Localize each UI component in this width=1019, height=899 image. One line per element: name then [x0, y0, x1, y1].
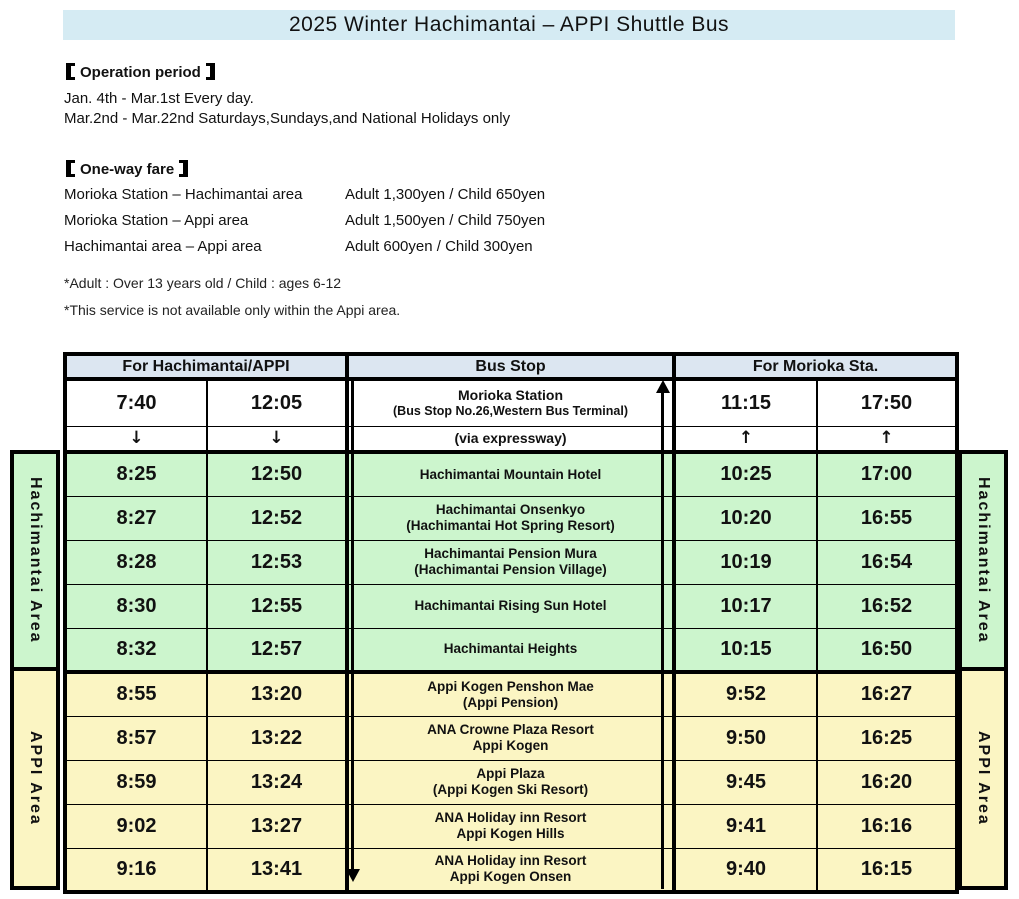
fare-price: Adult 600yen / Child 300yen [345, 238, 533, 255]
arrival-time-cell: 16:50 [817, 628, 957, 672]
departure-time-cell: 12:55 [207, 584, 347, 628]
departure-time-cell: 8:57 [65, 716, 207, 760]
arrival-time-cell: 16:27 [817, 672, 957, 716]
table-row [65, 628, 957, 672]
fare-note-2: *This service is not available only within the Appi area. [64, 302, 401, 318]
arrival-time-cell: 16:25 [817, 716, 957, 760]
stop-name-cell [347, 584, 674, 628]
stop-name-line: (Hachimantai Pension Village) [414, 562, 607, 577]
up-arrow-icon: ↑ [817, 426, 957, 452]
stop-name-line: Appi Kogen Hills [456, 826, 565, 841]
stop-name-line: Hachimantai Pension Mura [424, 546, 597, 561]
stop-name-line: ANA Holiday inn Resort [434, 853, 587, 869]
departure-time-cell: 8:25 [65, 452, 207, 496]
stop-name-line: Appi Kogen Penshon Mae [427, 678, 594, 694]
departure-time-cell: 8:30 [65, 584, 207, 628]
operation-period-line-2: Mar.2nd - Mar.22nd Saturdays,Sundays,and National Holidays only [64, 110, 511, 127]
arrival-time-cell: 10:20 [674, 496, 817, 540]
stop-name-cell [347, 804, 674, 848]
lenticular-bracket-open-icon [66, 63, 75, 80]
arrival-time-cell: 16:20 [817, 760, 957, 804]
stop-name-cell [347, 540, 674, 584]
table-row [65, 452, 957, 496]
arrival-time-cell: 16:52 [817, 584, 957, 628]
stop-name-line: (Appi Kogen Ski Resort) [432, 782, 589, 797]
departure-time-cell: 12:57 [207, 628, 347, 672]
page-title: 2025 Winter Hachimantai – APPI Shuttle Bus [63, 10, 955, 40]
arrival-time-cell: 9:52 [674, 672, 817, 716]
stop-name-line: Hachimantai Mountain Hotel [419, 466, 602, 482]
arrival-time-cell: 10:25 [674, 452, 817, 496]
stop-name-line: Appi Kogen Onsen [449, 869, 572, 885]
stop-name-line: ANA Holiday inn Resort [434, 810, 587, 825]
table-row [65, 804, 957, 848]
origin-departure-time: 7:40 [65, 379, 207, 426]
lenticular-bracket-open-icon [66, 160, 75, 177]
arrival-time-cell: 16:54 [817, 540, 957, 584]
stop-name-cell [347, 672, 674, 716]
down-arrow-icon: ↓ [207, 426, 347, 452]
arrival-time-cell: 9:41 [674, 804, 817, 848]
arrival-time-cell: 16:55 [817, 496, 957, 540]
arrival-time-cell: 17:00 [817, 452, 957, 496]
fare-note-1: *Adult : Over 13 years old / Child : ages 6-12 [64, 275, 342, 291]
table-row [65, 848, 957, 892]
operation-period-heading [66, 63, 215, 81]
origin-stop-detail: (Bus Stop No.26,Western Bus Terminal) [393, 404, 628, 419]
one-way-fare-heading-text: One-way fare [80, 161, 175, 178]
down-arrow-icon: ↓ [65, 426, 207, 452]
departure-time-cell: 9:02 [65, 804, 207, 848]
one-way-fare-heading [66, 160, 188, 178]
stop-name-cell [347, 848, 674, 892]
stop-name-line: Appi Plaza [476, 766, 545, 781]
stop-name-cell [347, 760, 674, 804]
via-expressway-note: (via expressway) [347, 426, 674, 452]
area-strip-hachimantai-left [10, 450, 60, 671]
departure-time-cell: 8:59 [65, 760, 207, 804]
area-strip-hachimantai-right [958, 450, 1008, 671]
area-strip-label: APPI Area [27, 731, 44, 826]
departure-time-cell: 12:52 [207, 496, 347, 540]
departure-time-cell: 12:50 [207, 452, 347, 496]
departure-time-cell: 13:22 [207, 716, 347, 760]
area-strip-appi-left [10, 667, 60, 890]
departure-time-cell: 8:27 [65, 496, 207, 540]
fare-row [64, 238, 533, 255]
arrival-time-cell: 10:19 [674, 540, 817, 584]
arrival-time-cell: 16:15 [817, 848, 957, 892]
stop-name-line: Hachimantai Onsenkyo [435, 502, 586, 517]
table-row [65, 760, 957, 804]
fare-price: Adult 1,300yen / Child 650yen [345, 186, 546, 203]
arrival-time-cell: 9:40 [674, 848, 817, 892]
departure-time-cell: 9:16 [65, 848, 207, 892]
lenticular-bracket-close-icon [206, 63, 215, 80]
stop-name-cell [347, 496, 674, 540]
via-expressway-row [65, 426, 957, 452]
fare-route: Hachimantai area – Appi area [64, 238, 262, 255]
fare-row [64, 212, 545, 229]
departure-time-cell: 13:27 [207, 804, 347, 848]
header-bus-stop: Bus Stop [347, 354, 674, 379]
arrival-time-cell: 16:16 [817, 804, 957, 848]
origin-departure-time: 12:05 [207, 379, 347, 426]
table-row [65, 540, 957, 584]
origin-arrival-time: 17:50 [817, 379, 957, 426]
stop-name-line: Hachimantai Rising Sun Hotel [414, 598, 607, 613]
arrival-time-cell: 10:15 [674, 628, 817, 672]
departure-time-cell: 13:20 [207, 672, 347, 716]
fare-route: Morioka Station – Hachimantai area [64, 186, 303, 203]
timetable [63, 352, 959, 894]
operation-period-line-1: Jan. 4th - Mar.1st Every day. [64, 90, 254, 107]
stop-name-line: Hachimantai Heights [443, 641, 578, 657]
stop-name-line: (Hachimantai Hot Spring Resort) [406, 518, 615, 533]
table-row [65, 584, 957, 628]
lenticular-bracket-close-icon [179, 160, 188, 177]
arrival-time-cell: 9:45 [674, 760, 817, 804]
area-strip-label: Hachimantai Area [975, 477, 992, 644]
area-strip-label: Hachimantai Area [27, 477, 44, 644]
table-row [65, 716, 957, 760]
fare-row [64, 186, 545, 203]
departure-time-cell: 8:32 [65, 628, 207, 672]
header-inbound: For Morioka Sta. [674, 354, 957, 379]
table-row [65, 496, 957, 540]
area-strip-label: APPI Area [975, 731, 992, 826]
departure-time-cell: 8:55 [65, 672, 207, 716]
fare-route: Morioka Station – Appi area [64, 212, 249, 229]
arrival-time-cell: 10:17 [674, 584, 817, 628]
up-arrow-icon: ↑ [674, 426, 817, 452]
stop-name-cell [347, 628, 674, 672]
departure-time-cell: 12:53 [207, 540, 347, 584]
origin-stop-name: Morioka Station [457, 387, 563, 404]
operation-period-heading-text: Operation period [80, 64, 201, 81]
stop-name-line: Appi Kogen [472, 738, 549, 753]
departure-time-cell: 8:28 [65, 540, 207, 584]
origin-row [65, 379, 957, 426]
arrival-time-cell: 9:50 [674, 716, 817, 760]
stop-name-cell [347, 716, 674, 760]
fare-price: Adult 1,500yen / Child 750yen [345, 212, 546, 229]
area-strip-appi-right [958, 667, 1008, 890]
stop-name-cell [347, 452, 674, 496]
table-row [65, 672, 957, 716]
origin-arrival-time: 11:15 [674, 379, 817, 426]
stop-name-line: (Appi Pension) [462, 694, 559, 710]
stop-name-line: ANA Crowne Plaza Resort [427, 722, 594, 737]
departure-time-cell: 13:24 [207, 760, 347, 804]
origin-stop-cell [347, 379, 674, 426]
departure-time-cell: 13:41 [207, 848, 347, 892]
header-outbound: For Hachimantai/APPI [65, 354, 347, 379]
